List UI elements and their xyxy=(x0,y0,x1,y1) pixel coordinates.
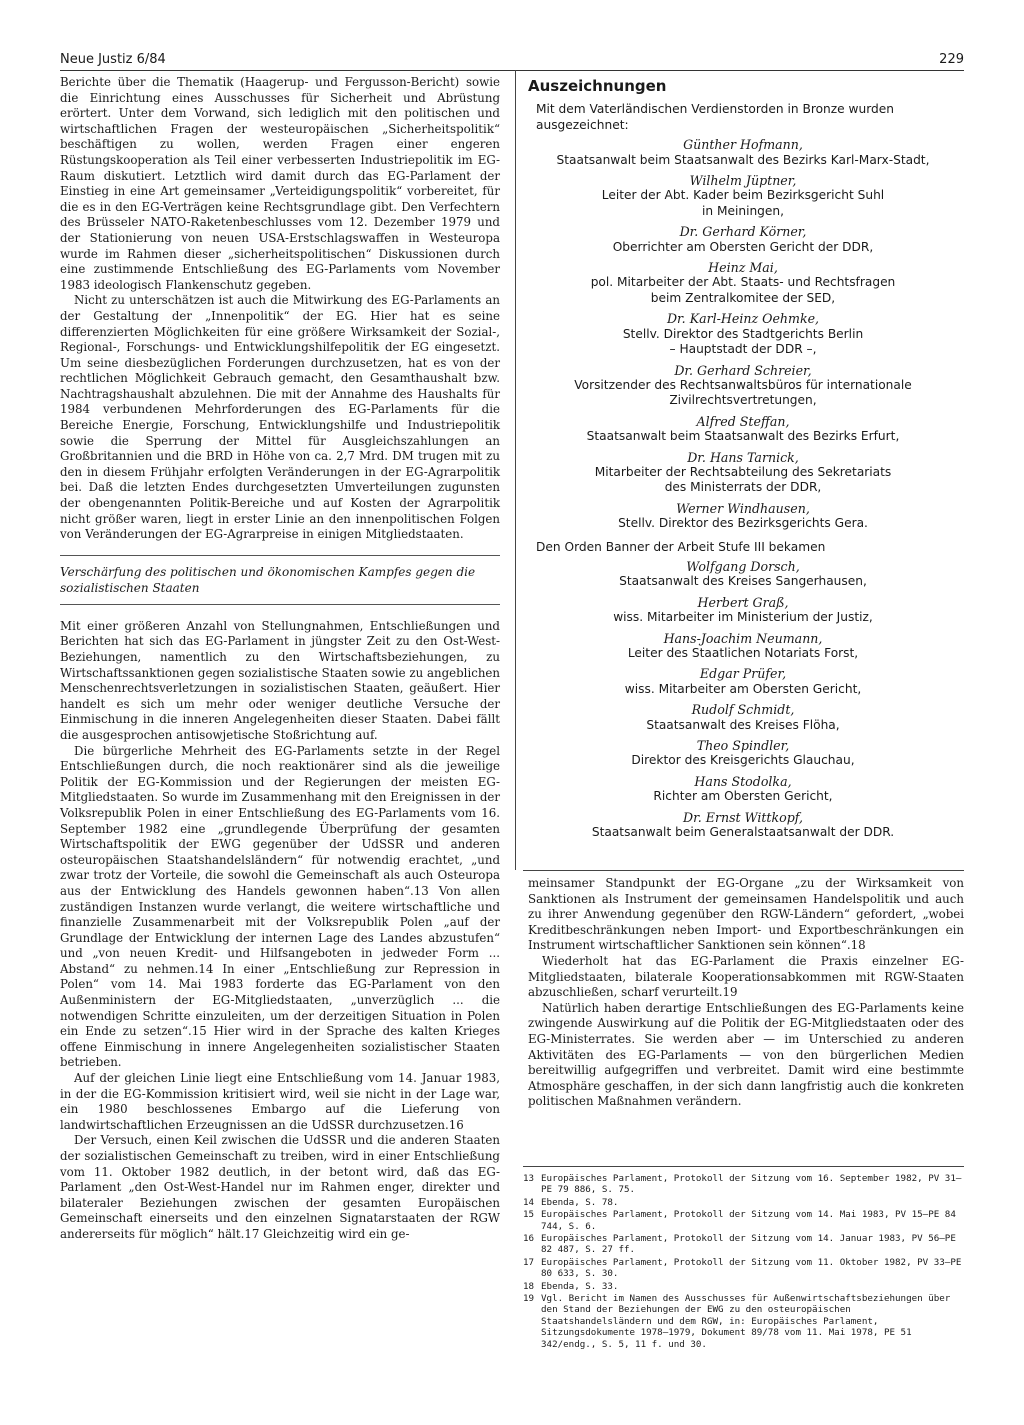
journal-header: Neue Justiz 6/84 xyxy=(60,52,166,67)
awardee-position: wiss. Mitarbeiter im Ministerium der Justiz, xyxy=(613,610,873,625)
footnote-number: 18 xyxy=(523,1280,535,1292)
footnote xyxy=(523,1293,964,1350)
page-number: 229 xyxy=(939,52,964,67)
award-entry xyxy=(528,137,958,168)
footnote xyxy=(523,1209,964,1232)
awardee-name: Günther Hofmann, xyxy=(683,137,803,153)
awardee-position: Stellv. Direktor des Stadtgerichts Berlin – Hauptstadt der DDR –, xyxy=(622,326,864,357)
paragraph: Auf der gleichen Linie liegt eine Entschließung vom 14. Januar 1983, in der die EG-Kommission kritisiert wird, weil sie nicht in der Lage war, ein 1980 beschlossenes Embargo auf die Lieferung von landwirtschaftlichen Erzeugnissen an die UdSSR durchzusetzen.16 xyxy=(60,1071,500,1132)
award-entry xyxy=(528,501,958,532)
awardee-name: Dr. Karl-Heinz Oehmke, xyxy=(666,311,820,327)
awardee-position: Richter am Obersten Gericht, xyxy=(653,789,833,804)
award-entry xyxy=(528,224,958,255)
section-rule xyxy=(60,604,500,605)
award-entry xyxy=(528,666,958,697)
award-entry xyxy=(528,363,958,409)
awardee-position: Oberrichter am Obersten Gericht der DDR, xyxy=(612,239,874,254)
footnote-number: 15 xyxy=(523,1209,535,1221)
awardee-name: Dr. Hans Tarnick, xyxy=(687,449,799,465)
paragraph: Berichte über die Thematik (Haagerup- und Fergusson-Bericht) sowie die Einrichtung eines Ausschusses für Sicherheit und Abrüstung erörtert. Unter dem Vorwand, sich lediglich mit den politischen und wirtschaftlichen Fragen der westeuropäischen „Sicherheitspolitik“ beschäftigen zu wollen, werden Fragen einer engeren Rüstungskooperation als Teil einer verbesserten Industriepolitik im EG-Raum diskutiert. Letztlich wird damit durch das EG-Parlament der Einstieg in eine Art gemeinsamer „Verteidigungspolitik“ vorbereitet, für die es in den EG-Verträgen keine Rechtsgrundlage gibt. Den Verfechtern des Brüsseler NATO-Raketenbeschlusses vom 12. Dezember 1979 und der Stationierung von neuen USA-Erstschlagswaffen in Westeuropa wurde im Rahmen dieser „sicherheitspolitischen“ Diskussionen durch eine zustimmende Entschließung des EG-Parlaments vom November 1983 ideologisch Flankenschutz gegeben. xyxy=(60,75,500,292)
paragraph: Wiederholt hat das EG-Parlament die Praxis einzelner EG-Mitgliedstaaten, bilaterale Kooperationsabkommen mit RGW-Staaten abzuschließen, scharf verurteilt.19 xyxy=(528,953,964,1000)
award-entry xyxy=(528,810,958,841)
awardee-name: Alfred Steffan, xyxy=(696,413,790,429)
awardee-name: Heinz Mai, xyxy=(708,260,778,276)
footnote-rule xyxy=(523,1166,964,1167)
section-rule xyxy=(60,555,500,556)
award-entry xyxy=(528,260,958,306)
awardee-name: Dr. Gerhard Schreier, xyxy=(674,362,812,378)
footnote xyxy=(523,1281,964,1292)
footnotes xyxy=(523,1173,964,1351)
footnote xyxy=(523,1257,964,1280)
footnote xyxy=(523,1197,964,1208)
awards-heading: Auszeichnungen xyxy=(528,77,667,95)
awardee-name: Hans Stodolka, xyxy=(694,773,792,789)
awards-intro: Mit dem Vaterländischen Verdienstorden in Bronze wurden ausgezeichnet: xyxy=(536,102,894,132)
awardee-position: Mitarbeiter der Rechtsabteilung des Sekretariats des Ministerrats der DDR, xyxy=(594,464,892,495)
awardee-position: Staatsanwalt beim Generalstaatsanwalt der DDR. xyxy=(591,825,895,840)
footnote-number: 17 xyxy=(523,1256,535,1268)
awards-list xyxy=(528,559,958,841)
footnote xyxy=(523,1233,964,1256)
footnote-text: Europäisches Parlament, Protokoll der Sitzung vom 16. September 1982, PV 31—PE 79 886, S. 75. xyxy=(541,1173,962,1196)
paragraph: Die bürgerliche Mehrheit des EG-Parlaments setzte in der Regel Entschließungen durch, die noch reaktionärer sind als die jeweilige Politik der EG-Kommission und der Regierungen der meisten EG-Mitgliedstaaten. So wurde im Zusammenhang mit den Ereignissen in der Volksrepublik Polen in einer Entschließung des EG-Parlaments vom 16. September 1982 eine „grundlegende Überprüfung der gesamten Wirtschaftspolitik der EWG gegenüber der UdSSR und anderen osteuropäischen Staatshandelsländern“ für notwendig erachtet, „und zwar trotz der Vorteile, die sowohl die Gemeinschaft als auch Osteuropa aus der Entwicklung des Handels gewonnen haben“.13 Von allen zuständigen Instanzen wurde verlangt, die weitere wirtschaftliche und finanzielle Zusammenarbeit mit der Volksrepublik Polen „auf der Grundlage der Entwicklung der internen Lage des Landes abzustufen“ und „von neuen Kredit- und Hilfsangeboten in jedweder Form ... Abstand“ zu nehmen.14 In einer „Entschließung zur Repression in Polen“ vom 14. Mai 1983 forderte das EG-Parlament von den Außenministern der EG-Mitgliedstaaten, „unverzüglich ... die notwendigen Schritte einzuleiten, um der derzeitigen Situation in Polen ein Ende zu setzen“.15 Hier wird in der Sprache des kalten Krieges offene Einmischung in innere Angelegenheiten sozialistischer Staaten betrieben. xyxy=(60,743,500,1070)
awardee-position: Direktor des Kreisgerichts Glauchau, xyxy=(631,753,855,768)
footnote-text: Europäisches Parlament, Protokoll der Sitzung vom 11. Oktober 1982, PV 33—PE 80 633, S. 30. xyxy=(541,1256,962,1280)
paragraph: Der Versuch, einen Keil zwischen die UdSSR und die anderen Staaten der sozialistischen Gemeinschaft zu treiben, wird in einer Entschließung vom 11. Oktober 1982 deutlich, in der betont wird, daß das EG-Parlament „den Ost-West-Handel nur im Rahmen enger, direkter und bilateraler Beziehungen zwischen der gesamten Europäischen Gemeinschaft einerseits und den einzelnen Signatarstaaten der RGW andererseits für möglich“ hält.17 Gleichzeitig wird ein ge- xyxy=(60,1133,500,1241)
footnote-number: 14 xyxy=(523,1196,535,1208)
award-entry xyxy=(528,702,958,733)
awardee-position: Vorsitzender des Rechtsanwaltsbüros für internationale Zivilrechtsvertretungen, xyxy=(574,377,912,408)
awardee-name: Rudolf Schmidt, xyxy=(691,702,795,718)
award-entry xyxy=(528,595,958,626)
paragraph: Nicht zu unterschätzen ist auch die Mitwirkung des EG-Parlaments an der Gestaltung der „Innenpolitik“ der EG. Hier hat es seine differenzierten Möglichkeiten für eine größere Wirksamkeit der Sozial-, Regional-, Forschungs- und Entwicklungshilfepolitik der EG eingesetzt. Um seine diesbezüglichen Forderungen durchzusetzen, hat es von der rechtlichen Möglichkeit Gebrauch gemacht, den Gesamthaushalt bzw. Nachtragshaushalt abzulehnen. Die mit der Annahme des Haushalts für 1984 verbundenen Mehrforderungen des EG-Parlaments für die Bereiche Energie, Forschung, Entwicklungshilfe und Industriepolitik sowie die Sperrung der Mittel für Ausgleichszahlungen an Großbritannien und die BRD in Höhe von ca. 2,7 Mrd. DM trugen mit zu den in diesem Frühjahr erfolgten Veränderungen in der EG-Agrarpolitik bei. Daß die letzten Endes durchgesetzten Umverteilungen zugunsten der obengenannten Politik-Bereiche und auf Kosten der Agrarpolitik nicht größer waren, liegt in erster Linie an den innenpolitischen Folgen von Veränderungen der EG-Agrarpreise in einigen Mitgliedstaaten. xyxy=(60,293,500,542)
section-rule xyxy=(523,870,964,871)
header-rule xyxy=(60,70,964,71)
awardee-position: Stellv. Direktor des Bezirksgerichts Gera. xyxy=(618,516,868,531)
awardee-position: Staatsanwalt beim Staatsanwalt des Bezirks Erfurt, xyxy=(586,429,900,444)
footnote-number: 13 xyxy=(523,1173,535,1184)
footnote xyxy=(523,1173,964,1196)
awardee-name: Wilhelm Jüptner, xyxy=(689,173,797,189)
awardee-position: Leiter der Abt. Kader beim Bezirksgericht Suhl in Meiningen, xyxy=(601,188,885,218)
awardee-name: Theo Spindler, xyxy=(696,738,790,754)
award-entry xyxy=(528,631,958,662)
left-column xyxy=(60,75,500,1243)
footnote-text: Ebenda, S. 78. xyxy=(541,1196,619,1208)
footnote-number: 19 xyxy=(523,1293,535,1305)
award-entry xyxy=(528,450,958,496)
awardee-position: wiss. Mitarbeiter am Obersten Gericht, xyxy=(624,681,862,696)
right-column-text xyxy=(528,876,964,1110)
award-entry xyxy=(528,173,958,219)
awardee-name: Werner Windhausen, xyxy=(676,500,810,516)
paragraph: meinsamer Standpunkt der EG-Organe „zu der Wirksamkeit von Sanktionen als Instrument der gemeinsamen Handelspolitik und auch zu ihrer Anwendung gegenüber den RGW-Ländern“ gefordert, „wobei Kreditbeschränkungen neben Import- und Exportbeschränkungen ein Instrument wirtschaftlicher Sanktionen sein können“.18 xyxy=(528,876,964,953)
section-heading: Verschärfung des politischen und ökonomischen Kampfes gegen die sozialistischen Staaten xyxy=(60,564,476,595)
award-entry xyxy=(528,414,958,445)
footnote-number: 16 xyxy=(523,1233,535,1245)
footnote-text: Vgl. Bericht im Namen des Ausschusses für Außenwirtschaftsbeziehungen über den Stand der Beziehungen der EWG zu den osteuropäischen Staatshandelsländern und dem RGW, in: Europäisches Parlament, Sitzungsdokumente 1978—1979, Dokument 89/78 vom 11. Mai 1978, PE 51 342/endg., S. 5, 11 f. und 30. xyxy=(541,1293,951,1350)
awardee-position: Staatsanwalt des Kreises Flöha, xyxy=(646,717,840,732)
awardee-name: Wolfgang Dorsch, xyxy=(686,558,800,574)
awards-section xyxy=(528,77,958,845)
footnote-text: Europäisches Parlament, Protokoll der Sitzung vom 14. Januar 1983, PV 56—PE 82 487, S. 27 ff. xyxy=(541,1233,956,1256)
paragraph: Mit einer größeren Anzahl von Stellungnahmen, Entschließungen und Berichten hat sich das EG-Parlament in jüngster Zeit zu den Ost-West-Beziehungen, namentlich zu den Wirtschaftsbeziehungen, zu Wirtschaftssanktionen gegen sozialistische Staaten sowie zu angeblichen Menschenrechtsverletzungen in sozialistischen Staaten, geäußert. Hier handelt es sich um mehr oder weniger deutliche Versuche der Einmischung in die inneren Angelegenheiten dieser Staaten. Dabei fällt die ausgesprochen antisowjetische Stoßrichtung auf. xyxy=(60,618,500,742)
awardee-position: Staatsanwalt beim Staatsanwalt des Bezirks Karl-Marx-Stadt, xyxy=(556,152,930,167)
awardee-name: Herbert Graß, xyxy=(697,594,789,610)
award-entry xyxy=(528,311,958,357)
awardee-position: pol. Mitarbeiter der Abt. Staats- und Rechtsfragen beim Zentralkomitee der SED, xyxy=(590,275,896,305)
column-divider xyxy=(515,70,516,870)
award-entry xyxy=(528,738,958,769)
awardee-position: Leiter des Staatlichen Notariats Forst, xyxy=(627,646,859,660)
awardee-name: Edgar Prüfer, xyxy=(699,666,787,682)
award-entry xyxy=(528,559,958,590)
award-entry xyxy=(528,774,958,805)
paragraph: Natürlich haben derartige Entschließungen des EG-Parlaments keine zwingende Auswirkung auf die Politik der EG-Mitgliedstaaten oder des EG-Ministerrates. Sie werden aber — im Unterschied zu anderen Aktivitäten des EG-Parlaments — von den bürgerlichen Medien bereitwillig aufgegriffen und verbreitet. Damit wird eine bestimmte Atmosphäre geschaffen, in der sich dann langfristig auch die konkreten politischen Maßnahmen verändern. xyxy=(528,1000,964,1109)
footnote-text: Europäisches Parlament, Protokoll der Sitzung vom 14. Mai 1983, PV 15—PE 84 744, S. 6. xyxy=(541,1209,956,1232)
awardee-name: Hans-Joachim Neumann, xyxy=(663,630,823,646)
awardee-name: Dr. Gerhard Körner, xyxy=(679,224,807,240)
awardee-position: Staatsanwalt des Kreises Sangerhausen, xyxy=(619,574,867,589)
awardee-name: Dr. Ernst Wittkopf, xyxy=(683,809,803,825)
awards-list xyxy=(528,137,958,531)
footnote-text: Ebenda, S. 33. xyxy=(541,1280,619,1292)
awards-intro: Den Orden Banner der Arbeit Stufe III bekamen xyxy=(536,539,826,554)
